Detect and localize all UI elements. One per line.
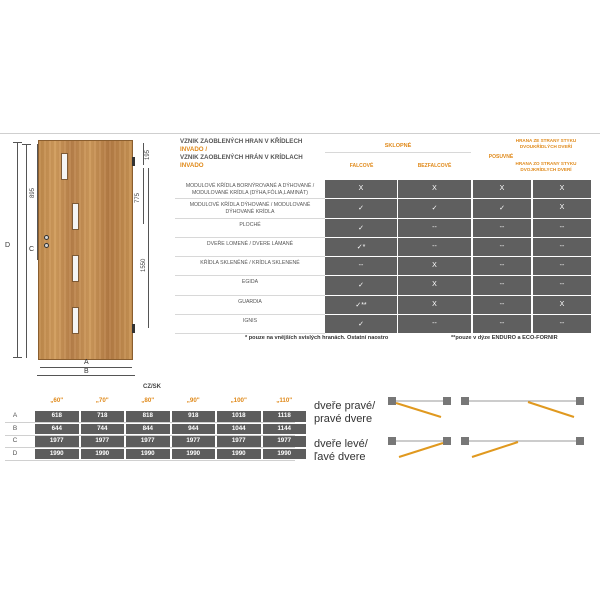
table-cell: ✓ (431, 205, 438, 213)
table-cell: X (432, 185, 437, 192)
dim-line-1550 (148, 168, 149, 328)
swing-diagram-left-1 (385, 433, 455, 463)
size-cell: 1990 (172, 449, 216, 460)
size-cell: 1018 (217, 411, 261, 422)
rounded-edges-table (175, 134, 595, 369)
size-cell: 1044 (217, 424, 261, 435)
header-divider (325, 152, 471, 153)
dim-line-195 (143, 143, 144, 165)
table-cell: X (358, 185, 364, 192)
right-door-label-line-2: pravé dvere (314, 413, 373, 425)
table-cell: -- (499, 223, 505, 231)
table-cell: -- (432, 319, 437, 327)
col-sep (471, 180, 473, 334)
size-column-header: „90" (186, 397, 200, 404)
table-cell: X (559, 185, 565, 192)
swing-diagram-left-2 (458, 433, 588, 463)
size-cell: 1977 (217, 436, 261, 447)
table-cell: -- (499, 281, 505, 289)
table-cell: X (559, 204, 565, 212)
table-heading (180, 138, 330, 170)
dim-tick (13, 142, 22, 143)
table-cell: X (432, 281, 437, 289)
row-divider (325, 314, 591, 315)
size-cell: 1990 (263, 449, 307, 460)
row-label: MODULOVÉ KŘÍDLA DÝHOVANÉ / MODULOVANÉ DÝHOVANÉ KRÍDLA (189, 202, 311, 215)
dim-letter-a: A (84, 359, 89, 366)
size-column-header: „70" (95, 397, 109, 404)
col-bezfalcove: BEZFALCOVÉ (417, 163, 452, 169)
dim-letter-b: B (84, 368, 89, 375)
table-cell: X (432, 262, 437, 269)
row-label: KŘÍDLA SKLENĚNÉ / KRÍDLA SKLENENÉ (200, 260, 300, 266)
size-cell: 818 (126, 411, 170, 422)
table-cell: -- (499, 262, 505, 269)
left-door-label-line-2: ľavé dvere (314, 451, 366, 463)
row-label: EGIDA (241, 279, 259, 286)
door-handle (44, 235, 49, 240)
table-cell: -- (559, 262, 565, 269)
hinge-top (132, 157, 135, 166)
swing-diagram-right-1 (385, 393, 455, 423)
door-lock (44, 243, 49, 248)
size-row-divider (5, 460, 295, 461)
row-divider (175, 218, 325, 219)
row-divider (325, 275, 591, 276)
size-cell: 718 (81, 411, 125, 422)
size-row-label: C (12, 437, 18, 444)
row-divider (325, 237, 591, 238)
size-cell: 944 (172, 424, 216, 435)
door-size-table (0, 380, 300, 470)
table-cell: -- (559, 281, 565, 289)
table-cell: X (499, 185, 505, 192)
table-cell: ✓* (356, 243, 366, 251)
heading-line-4: INVADO (180, 162, 204, 169)
table-cell: -- (499, 300, 505, 308)
table-cell: -- (499, 242, 505, 250)
size-cell: 1977 (35, 436, 79, 447)
note-2: **pouze v dýze ENDURO a ECO-FORNIR (451, 335, 558, 341)
table-cell: -- (559, 223, 565, 231)
door-glass-4 (72, 307, 79, 334)
dim-line-c (26, 144, 27, 358)
table-cell: -- (499, 319, 505, 327)
table-cell: ✓** (355, 301, 367, 309)
dim-letter-c: C (29, 246, 35, 253)
dim-775: 775 (135, 192, 141, 203)
row-label: MODULOVÉ KŘÍDLA BORNÝROVANÉ A DÝHOVANÉ / MODULOVANÉ KRÍDLA (DÝHA,FÓLIA,LAMINÁT) (185, 183, 315, 196)
right-door-label-line-1: dveře pravé/ (314, 400, 376, 412)
col-sep (397, 180, 398, 334)
size-cell: 844 (126, 424, 170, 435)
table-cell: ✓ (358, 224, 364, 232)
right-door-label (314, 400, 375, 426)
size-cell: 1977 (126, 436, 170, 447)
table-cell: -- (432, 223, 437, 231)
table-cell: -- (358, 262, 364, 269)
size-cell: 1990 (81, 449, 125, 460)
dim-195: 195 (145, 149, 151, 160)
size-cell: 644 (35, 424, 79, 435)
row-divider (175, 256, 325, 257)
note-1: * pouze na vnějších svislých hranách. Ostatní naostro (245, 335, 389, 341)
heading-line-1: VZNIK ZAOBLENÝCH HRAN V KŘÍDLECH (180, 138, 303, 145)
size-cell: 1144 (263, 424, 307, 435)
size-cell: 1977 (263, 436, 307, 447)
table-cell: ✓ (499, 205, 505, 213)
size-row-label: A (12, 412, 18, 419)
size-cell: 1977 (172, 436, 216, 447)
table-body-bg (325, 180, 591, 334)
size-column-header: „60" (50, 397, 64, 404)
door-glass-3 (72, 255, 79, 282)
row-divider (175, 314, 325, 315)
size-column-header: „100" (230, 397, 247, 404)
row-divider (325, 295, 591, 296)
dim-tick (22, 144, 31, 145)
table-cell: ✓ (358, 320, 364, 328)
size-cell: 744 (81, 424, 125, 435)
door-glass-1 (61, 153, 68, 180)
dim-1550: 1550 (141, 258, 147, 272)
size-cell: 1990 (126, 449, 170, 460)
col-posuvne: POSUVNÉ (488, 154, 514, 160)
row-divider (175, 275, 325, 276)
left-door-label-line-1: dveře levé/ (314, 438, 368, 450)
dim-table-title: CZ/SK (143, 384, 161, 390)
row-divider (325, 333, 591, 334)
row-divider (175, 237, 325, 238)
col-sep (531, 180, 533, 334)
heading-line-2: INVADO / (180, 146, 208, 153)
col-hrana-cz: HRANA ZE STRANY STYKU DVOUKŘÍDLÝCH DVEŘÍ (515, 138, 577, 149)
size-cell: 1977 (81, 436, 125, 447)
heading-line-3: VZNIK ZAOBLENÝCH HRÁN V KRÍDLACH (180, 154, 303, 161)
table-cell: -- (432, 242, 437, 250)
door-glass-2 (72, 203, 79, 230)
row-divider (325, 218, 591, 219)
row-label: DVEŘE LOMENÉ / DVERE LÁMANÉ (206, 240, 294, 247)
dim-line-d (17, 142, 18, 358)
col-hrana-sk: HRANA ZO STRANY STYKU DVOJKRÍDLYCH DVERÍ (515, 161, 577, 172)
group-sklopne: SKLOPNÉ (384, 143, 412, 149)
door-drawing (0, 0, 178, 400)
size-cell: 1990 (35, 449, 79, 460)
table-cell: -- (559, 242, 565, 250)
dim-line-b (37, 375, 135, 376)
swing-diagram-right-2 (458, 393, 588, 423)
dim-letter-d: D (5, 242, 11, 249)
size-cell: 918 (172, 411, 216, 422)
row-divider (175, 333, 325, 334)
table-cell: ✓ (358, 205, 364, 213)
dim-895: 895 (30, 187, 36, 198)
size-cell: 618 (35, 411, 79, 422)
dim-line-775 (143, 168, 144, 224)
table-cell: ✓ (358, 282, 364, 290)
left-door-label (314, 438, 368, 464)
size-cell: 1118 (263, 411, 307, 422)
size-row-label: D (12, 449, 18, 457)
row-divider (325, 256, 591, 257)
size-row-label: B (12, 424, 18, 432)
table-cell: -- (559, 319, 565, 327)
row-divider (325, 198, 591, 199)
door-leaf (38, 140, 133, 360)
size-cell: 1990 (217, 449, 261, 460)
row-divider (175, 198, 325, 199)
row-label: GUARDIA (238, 298, 262, 305)
table-cell: X (432, 300, 437, 308)
dim-tick (13, 357, 22, 358)
size-column-header: „80" (141, 397, 155, 404)
col-falcove: FALCOVÉ (349, 163, 374, 169)
row-label: PLOCHÉ (239, 221, 261, 228)
table-cell: X (559, 300, 565, 308)
hinge-bottom (132, 324, 135, 333)
row-divider (175, 295, 325, 296)
size-column-header: „110" (276, 397, 293, 404)
row-label: IGNIS (242, 317, 258, 324)
